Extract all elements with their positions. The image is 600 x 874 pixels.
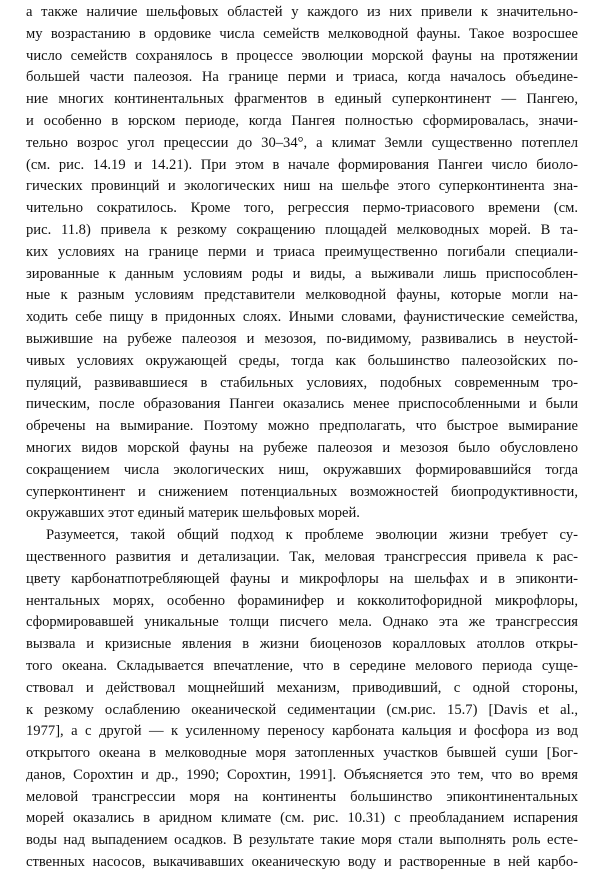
text-line: воды над выпадением осадков. В результате такие моря стали выполнять роль есте- — [26, 832, 578, 849]
text-line: ние многих континентальных фрагментов в единый суперконтинент — Пангею, — [26, 91, 578, 108]
text-line: нентальных морях, особенно фораминифер и кокколитофоридной микрофлоры, — [26, 592, 578, 609]
text-line: а также наличие шельфовых областей у каждого из них привели к значительно- — [26, 4, 578, 20]
text-line: ствовал и действовал мощнейший механизм, приводивший, с одной стороны, — [26, 679, 578, 696]
text-line: щественного развития и детализации. Так, меловая трансгрессия привела к рас- — [26, 548, 578, 565]
text-line: выжившие на рубеже палеозоя и мезозоя, по-видимому, развивались в неустой- — [26, 330, 578, 347]
text-line: чивых условиях окружающей среды, тогда как большинство палеозойских по- — [26, 352, 578, 369]
text-line: обречены на вымирание. Поэтому можно предполагать, что быстрое вымирание — [26, 418, 578, 435]
paragraph-2 — [26, 525, 578, 874]
text-line: ходить себе пищу в придонных слоях. Иными словами, фаунистические семейства, — [26, 309, 578, 326]
text-line: вызвала и кризисные явления в жизни биоценозов коралловых атоллов откры- — [26, 636, 578, 653]
text-line: му возрастанию в ордовике числа семейств мелководной фауны. Такое возросшее — [26, 25, 578, 42]
text-line: ственных насосов, выкачивавших океаническую воду и растворенные в ней карбо- — [26, 854, 578, 871]
text-line: того океана. Складывается впечатление, что в середине мелового периода суще- — [26, 657, 578, 674]
text-line: зированные к данным условиям роды и виды, а выживали лишь приспособлен- — [26, 265, 578, 282]
text-line: чительно сократилось. Кроме того, регрессия пермо-триасового времени (см. — [26, 200, 578, 217]
text-line: морей оказались в аридном климате (см. рис. 10.31) с преобладанием испарения — [26, 810, 578, 827]
text-line: и особенно в юрском периоде, когда Пангея полностью сформировалась, значи- — [26, 112, 578, 129]
text-line: (см. рис. 14.19 и 14.21). При этом в начале формирования Пангеи число биоло- — [26, 156, 578, 173]
text-line: многих видов морской фауны на рубеже палеозоя и мезозоя было обусловлено — [26, 439, 578, 456]
text-line: ких условиях на границе перми и триаса преимущественно погибали специали- — [26, 243, 578, 260]
text-line: тельно возрос угол прецессии до 30–34°, а климат Земли существенно потеплел — [26, 134, 578, 151]
text-line: 1977], а с другой — к усиленному переносу карбоната кальция и фосфора из вод — [26, 723, 578, 740]
text-line: открытого океана в мелководные моря затопленных участков бывшей суши [Бог- — [26, 745, 578, 762]
text-line: рис. 11.8) привела к резкому сокращению площадей мелководных морей. В та- — [26, 221, 578, 238]
text-line: меловой трансгрессии моря на континенты большинство эпиконтинентальных — [26, 788, 578, 805]
text-line: суперконтинент и снижением потенциальных возможностей биопродуктивности, — [26, 483, 578, 500]
text-line: гических провинций и экологических ниш на шельфе этого суперконтинента зна- — [26, 178, 578, 195]
paragraph-1 — [26, 2, 578, 525]
text-line: сокращением числа экологических ниш, окружавших формировавшийся тогда — [26, 461, 578, 478]
text-line: данов, Сорохтин и др., 1990; Сорохтин, 1991]. Объясняется это тем, что во время — [26, 766, 578, 783]
text-line: пическим, после образования Пангеи оказались менее приспособленными и были — [26, 396, 578, 413]
text-line: число семейств сохранялось в процессе эволюции морской фауны на протяжении — [26, 47, 578, 64]
text-line: сформировавшей уникальные толщи писчего мела. Однако эта же трансгрессия — [26, 614, 578, 631]
text-line: большей части палеозоя. На границе перми и триаса, когда началось объедине- — [26, 69, 578, 86]
text-line: цвету карбонатпотребляющей фауны и микрофлоры на шельфах и в эпиконти- — [26, 570, 578, 587]
text-line: пуляций, развивавшиеся в стабильных условиях, подобных современным тро- — [26, 374, 578, 391]
text-line: Разумеется, такой общий подход к проблеме эволюции жизни требует су- — [46, 527, 578, 544]
text-line: к резкому ослаблению океанической седиментации (см.рис. 15.7) [Davis et al., — [26, 701, 578, 718]
text-line: ные к разным условиям представители мелководной фауны, которые могли на- — [26, 287, 578, 304]
text-line: окружавших этот единый материк шельфовых морей. — [26, 505, 360, 522]
